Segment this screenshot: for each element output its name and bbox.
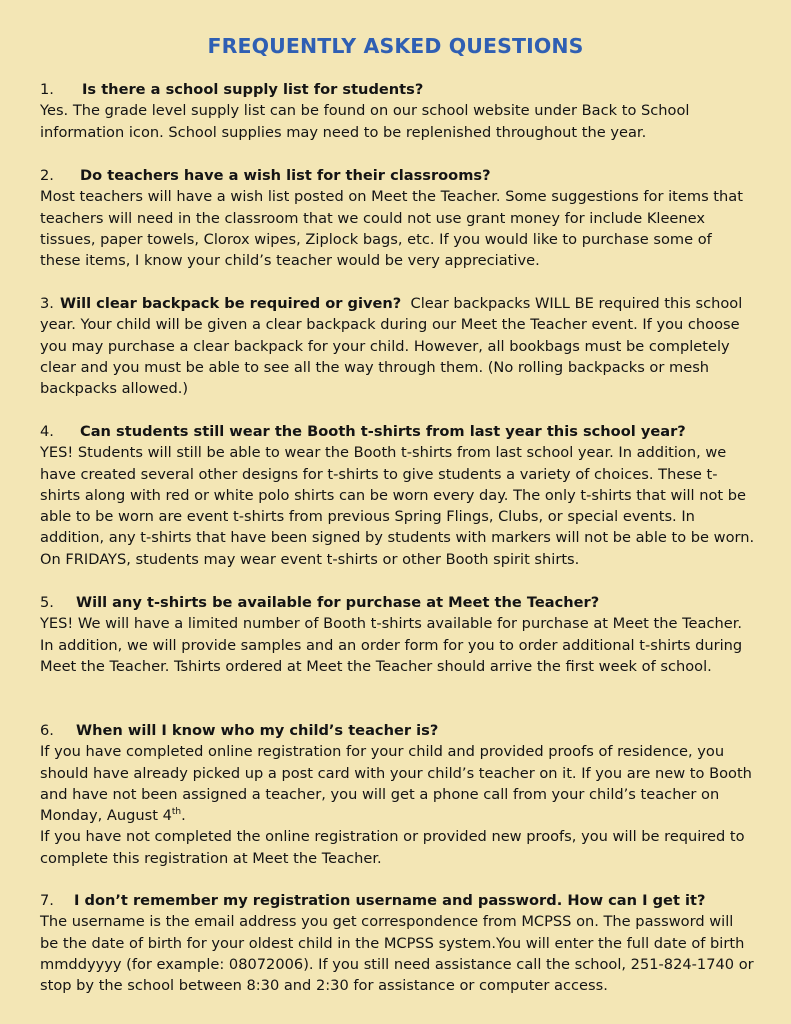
faq-item-4 [40,421,755,570]
faq-question [40,79,755,100]
faq-number: 5. [40,594,54,611]
faq-question-text: Is there a school supply list for students? [82,81,424,98]
faq-number: 2. [40,167,54,184]
faq-number: 6. [40,722,54,739]
faq-item-6 [40,720,755,869]
faq-answer: Most teachers will have a wish list posted on Meet the Teacher. Some suggestions for items that teachers will need in the classroom that we could not use grant money for include Kleenex tissues, paper towels, Clorox wipes, Ziplock bags, etc. If you would like to purchase some of these items, I know your child’s teacher would be very appreciative. [40,188,743,270]
faq-answer: The username is the email address you get correspondence from MCPSS on. The password will be the date of birth for your oldest child in the MCPSS system.You will enter the full date of birth mmddyyyy (for example: 08072006). If you still need assistance call the school, 251-824-1740 or stop by the school between 8:30 and 2:30 for assistance or computer access. [40,913,754,995]
faq-question [40,720,755,741]
faq-answer-period: . [181,807,186,825]
faq-question-text: Will any t-shirts be available for purchase at Meet the Teacher? [76,594,600,611]
faq-question [40,165,755,186]
faq-number: 4. [40,423,54,440]
faq-question-text: Do teachers have a wish list for their classrooms? [80,167,491,184]
faq-item-7 [40,890,755,996]
faq-answer [40,741,755,826]
faq-number: 3. [40,295,54,312]
faq-answer: Yes. The grade level supply list can be found on our school website under Back to School information icon. School supplies may need to be replenished throughout the year. [40,102,690,141]
faq-question [40,890,755,911]
faq-question-text: When will I know who my child’s teacher is? [76,722,439,739]
faq-question-text: I don’t remember my registration username and password. How can I get it? [74,892,706,909]
page-title: FREQUENTLY ASKED QUESTIONS [207,34,584,58]
faq-question-text: Can students still wear the Booth t-shirts from last year this school year? [80,423,686,440]
faq-question [40,421,755,442]
faq-answer-text: Clear backpacks WILL BE required this school year. Your child will be given a clear backpack during our Meet the Teacher event. If you choose you may purchase a clear backpack for your child. However, all bookbags must be completely clear and you must be able to see all the way through them. (No rolling backpacks or mesh backpacks allowed.) [40,295,743,398]
faq-item-5 [40,592,755,677]
faq-number: 7. [40,892,54,909]
faq-item-1 [40,79,755,143]
faq-answer: YES! Students will still be able to wear the Booth t-shirts from last school year. In addition, we have created several other designs for t-shirts to give students a variety of choices. These t-shirts along with red or white polo shirts can be worn every day. The only t-shirts that will not be able to be worn are event t-shirts from previous Spring Flings, Clubs, or special events. In addition, any t-shirts that have been signed by students with markers will not be able to be worn. On FRIDAYS, students may wear event t-shirts or other Booth spirit shirts. [40,444,755,568]
faq-number: 1. [40,81,54,98]
faq-item-2 [40,165,755,271]
faq-question [40,592,755,613]
ordinal-suffix: th [171,807,182,818]
faq-item-3 [40,293,755,399]
faq-answer: YES! We will have a limited number of Booth t-shirts available for purchase at Meet the Teacher. In addition, we will provide samples and an order form for you to order additional t-shirts during Meet the Teacher. Tshirts ordered at Meet the Teacher should arrive the first week of school. [40,615,743,675]
faq-answer [40,293,755,399]
faq-answer: If you have not completed the online registration or provided new proofs, you will be required to complete this registration at Meet the Teacher. [40,828,745,867]
faq-question-text: Will clear backpack be required or given? [60,295,402,312]
faq-answer-text: If you have completed online registration for your child and provided proofs of residence, you should have already picked up a post card with your child’s teacher on it. If you are new to Booth and have not been assigned a teacher, you will get a phone call from your child’s teacher on Monday, August 4 [40,743,752,825]
